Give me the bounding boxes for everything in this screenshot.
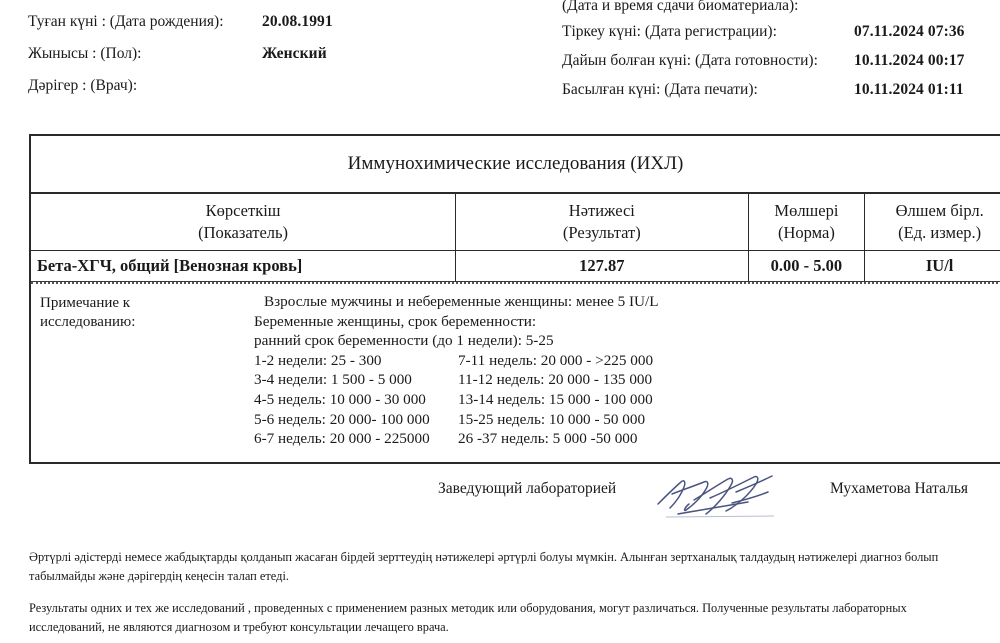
signature-title: Заведующий лабораторией [438, 480, 617, 497]
biomaterial-datetime-label: (Дата и время сдачи биоматериала): [562, 0, 799, 14]
reference-range-row [254, 429, 659, 449]
column-header-unit-kk: Өлшем бірл. [895, 201, 984, 221]
notes-intro-line-1: Взрослые мужчины и небеременные женщины: менее 5 IU/L [264, 293, 659, 310]
column-header-result-kk: Нәтижесі [568, 201, 635, 221]
reference-range-right: 15-25 недель: 10 000 - 50 000 [458, 410, 646, 428]
table-column-header-row [31, 194, 1000, 251]
ready-date-label: Дайын болған күні: (Дата готовности): [562, 52, 818, 69]
sex-value: Женский [262, 45, 327, 62]
notes-label-line1: Примечание к [40, 295, 131, 311]
doctor-label: Дәрігер : (Врач): [28, 77, 138, 94]
column-header-indicator-ru: (Показатель) [198, 223, 289, 242]
sex-label: Жынысы : (Пол): [28, 45, 142, 62]
column-header-unit-ru: (Ед. измер.) [898, 223, 982, 242]
dates-right-column [562, 0, 1000, 104]
reference-range-right: 13-14 недель: 15 000 - 100 000 [458, 390, 653, 408]
patient-header [0, 0, 1000, 131]
reference-range-row [254, 410, 659, 430]
sex-row [28, 38, 528, 70]
registration-date-row [562, 17, 1000, 46]
column-header-indicator [31, 194, 456, 250]
disclaimer-russian: Результаты одних и тех же исследований , проведенных с применением разных методик или оборудования, могут различаться. Полученные результаты лабораторных исследований, не являются диагнозом и требуют консультации лечащего врача. [29, 601, 907, 634]
notes-block [31, 284, 1000, 462]
column-header-norm-kk: Мөлшері [774, 201, 839, 221]
reference-range-left: 6-7 недель: 20 000 - 225000 [254, 430, 430, 448]
reference-range-row [254, 351, 659, 371]
birth-date-row [28, 6, 528, 38]
notes-intro-line-3: ранний срок беременности (до 1 недели): 5-25 [254, 332, 554, 350]
notes-intro-line-2: Беременные женщины, срок беременности: [254, 312, 537, 330]
reference-range-right: 7-11 недель: 20 000 - >225 000 [458, 351, 654, 369]
notes-label [40, 294, 240, 332]
print-date-row [562, 75, 1000, 104]
result-unit-cell: IU/l [925, 256, 954, 275]
column-header-result [456, 194, 748, 250]
reference-range-row [254, 370, 659, 390]
result-norm-cell: 0.00 - 5.00 [749, 251, 866, 281]
reference-range-row [254, 390, 659, 410]
signature-block [0, 474, 1000, 534]
registration-date-value: 07.11.2024 07:36 [854, 23, 965, 40]
disclaimer-kazakh: Әртүрлі әдістерді немесе жабдықтарды қолданып жасаған бірдей зерттеудің нәтижелері әртүрлі болуы мүмкін. Алынған зертханалық талдаудың нәтижелері диагноз болып табылмайды және дәрігердің кеңесін талап етеді. [29, 550, 939, 583]
doctor-row [28, 70, 528, 102]
table-row [31, 251, 1000, 281]
reference-range-left: 5-6 недель: 20 000- 100 000 [254, 410, 430, 428]
reference-range-left: 1-2 недели: 25 - 300 [254, 351, 382, 369]
registration-date-label: Тіркеу күні: (Дата регистрации): [562, 23, 777, 40]
signature-name: Мухаметова Наталья [830, 480, 969, 497]
print-date-label: Басылған күні: (Дата печати): [562, 81, 758, 98]
ready-date-value: 10.11.2024 00:17 [854, 52, 965, 69]
notes-body [254, 292, 659, 449]
result-indicator-cell: Бета-ХГЧ, общий [Венозная кровь] [31, 251, 456, 281]
birth-date-label: Туған күні : (Дата рождения): [28, 13, 224, 30]
patient-info-left-column [28, 0, 528, 102]
results-table [29, 134, 1000, 464]
column-header-indicator-kk: Көрсеткіш [205, 201, 281, 221]
column-header-result-ru: (Результат) [562, 223, 641, 242]
ready-date-row [562, 46, 1000, 75]
column-header-norm [749, 194, 866, 250]
column-header-norm-ru: (Норма) [778, 223, 835, 242]
handwritten-signature-icon [648, 470, 808, 522]
column-header-unit [865, 194, 1000, 250]
reference-range-left: 4-5 недель: 10 000 - 30 000 [254, 390, 426, 408]
reference-range-right: 26 -37 недель: 5 000 -50 000 [458, 430, 638, 448]
reference-range-left: 3-4 недели: 1 500 - 5 000 [254, 371, 412, 389]
reference-range-right: 11-12 недель: 20 000 - 135 000 [458, 371, 653, 389]
table-title: Иммунохимические исследования (ИХЛ) [347, 153, 684, 174]
birth-date-value: 20.08.1991 [262, 13, 333, 30]
result-value-cell: 127.87 [456, 251, 748, 281]
notes-label-line2: исследованию: [40, 314, 136, 331]
table-title-row [31, 136, 1000, 194]
print-date-value: 10.11.2024 01:11 [854, 81, 964, 98]
